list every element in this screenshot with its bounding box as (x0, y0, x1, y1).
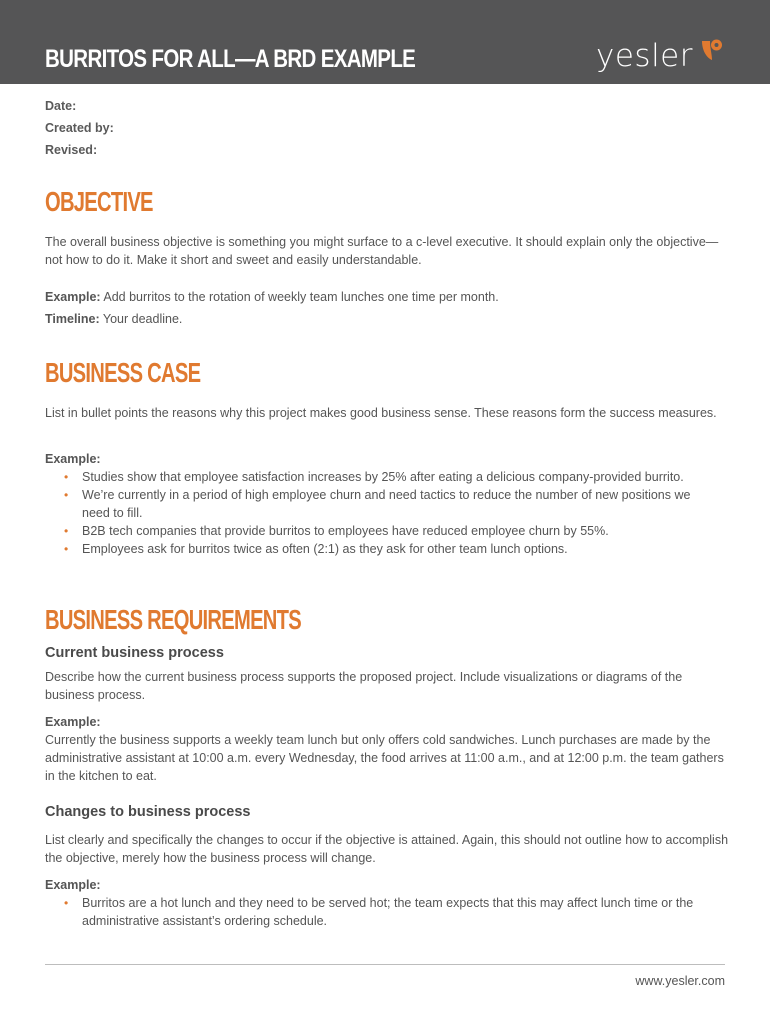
current-process-example-text: Currently the business supports a weekly team lunch but only offers cold sandwiches. Lunch purchases are made by the administrative assistant at 10:00 a.m. every Wednesday, the food arrives at 11:00 a.m., and at 12:00 p.m. the team gathers in the kitchen to eat. (45, 733, 724, 783)
example-text: Add burritos to the rotation of weekly team lunches one time per month. (100, 290, 499, 304)
document-meta (45, 95, 114, 161)
list-item: • We’re currently in a period of high employee churn and need tactics to reduce the number of new positions we need to fill. (45, 486, 705, 522)
list-item: • Studies show that employee satisfaction increases by 25% after eating a delicious company-provided burrito. (45, 468, 705, 486)
objective-timeline (45, 310, 730, 328)
current-process-heading: Current business process (45, 645, 224, 661)
current-process-text: Describe how the current business process supports the proposed project. Include visualizations or diagrams of the business process. (45, 670, 683, 702)
document-title: BURRITOS FOR ALL—A BRD EXAMPLE (45, 45, 416, 73)
timeline-text: Your deadline. (99, 312, 183, 326)
date-label: Date: (45, 99, 77, 113)
objective-text: The overall business objective is something you might surface to a c-level executive. It should explain only the objective—not how to do it. Make it short and sweet and easily understandable. (45, 235, 719, 267)
business-case-text: List in bullet points the reasons why this project makes good business sense. These reasons form the success measures. (45, 406, 717, 420)
list-item: • Burritos are a hot lunch and they need to be served hot; the team expects that this may affect lunch time or the administrative assistant’s ordering schedule. (45, 894, 705, 930)
yesler-mark-icon (699, 37, 723, 63)
changes-process-example-label: Example: (45, 878, 101, 892)
created-by-label: Created by: (45, 121, 114, 135)
list-item: • Employees ask for burritos twice as often (2:1) as they ask for other team lunch options. (45, 540, 705, 558)
business-case-bullets (45, 468, 705, 558)
revised-label: Revised: (45, 143, 98, 157)
page-header (0, 0, 770, 84)
business-case-heading: BUSINESS CASE (45, 357, 201, 388)
changes-process-bullets (45, 894, 705, 930)
business-case-example-label: Example: (45, 452, 101, 466)
business-requirements-heading: BUSINESS REQUIREMENTS (45, 604, 301, 635)
changes-process-text: List clearly and specifically the changes to occur if the objective is attained. Again, this should not outline how to accomplish the objective, merely how the business process will change. (45, 833, 729, 865)
list-item: • B2B tech companies that provide burritos to employees have reduced employee churn by 55%. (45, 522, 705, 540)
objective-example (45, 288, 730, 306)
footer-website-link[interactable]: www.yesler.com (635, 974, 725, 988)
objective-heading: OBJECTIVE (45, 186, 153, 217)
timeline-label: Timeline: (45, 312, 100, 326)
logo-wordmark: yesler (596, 38, 693, 74)
example-label: Example: (45, 290, 101, 304)
current-process-example-label: Example: (45, 715, 101, 729)
changes-process-heading: Changes to business process (45, 804, 251, 820)
footer-divider (45, 964, 725, 965)
